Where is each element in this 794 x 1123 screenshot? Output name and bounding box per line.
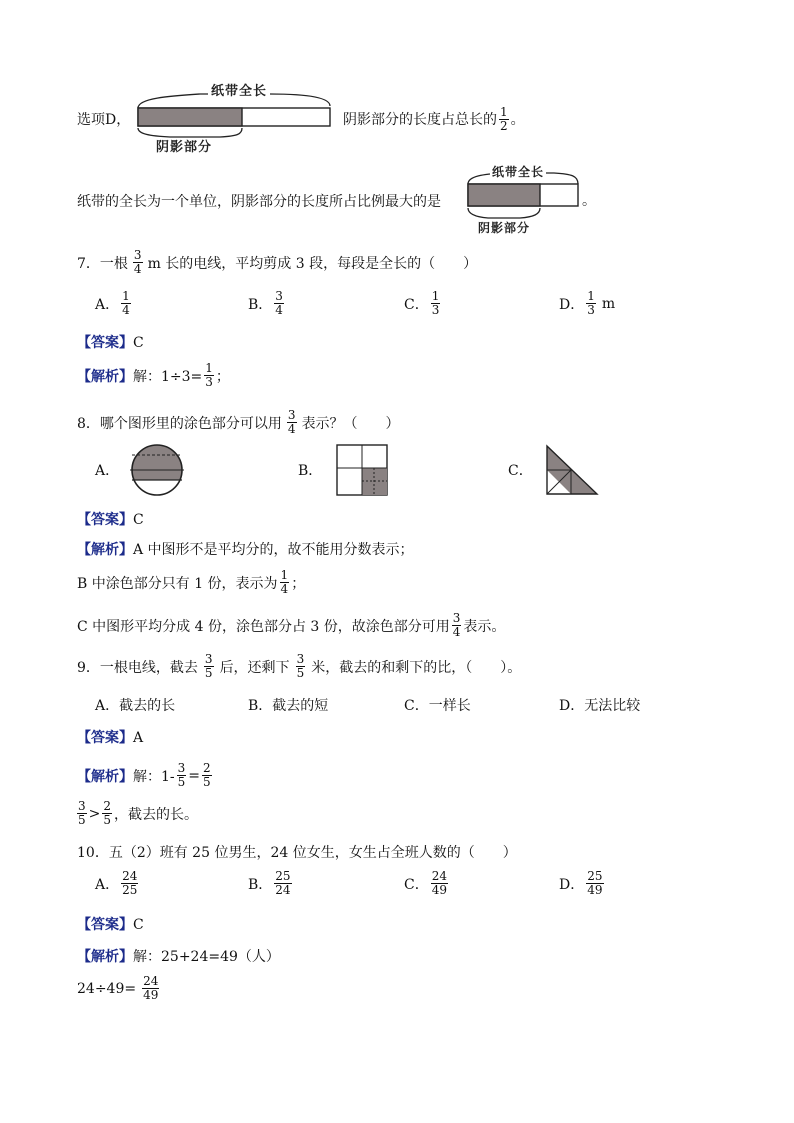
q9-text-a: 一根电线，截去 (99, 659, 198, 676)
q7-option-a-letter: A． (95, 296, 120, 313)
q10-stem (77, 842, 517, 862)
q9-compare-fraction-2: $\frac{2}{5}$ (103, 799, 112, 827)
q8-analysis-line2-fraction: $\frac{1}{4}$ (280, 568, 289, 596)
q10-option-c[interactable] (404, 870, 450, 897)
q7-analysis (77, 362, 230, 389)
conclusion-text: 纸带的全长为一个单位，阴影部分的长度所占比例最大的是 (77, 194, 441, 210)
strip2-top-label: 纸带全长 (492, 165, 545, 179)
q8-analysis-line2-text: B 中涂色部分只有 1 份，表示为 (77, 575, 278, 592)
q7-option-d-unit: m (601, 295, 616, 312)
q7-fraction: $\frac{3}{4}$ (133, 248, 142, 276)
q7-option-d-letter: D． (559, 296, 585, 313)
q7-option-b-fraction: $\frac{3}{4}$ (275, 289, 283, 317)
q7-analysis-fraction: $\frac{1}{3}$ (205, 361, 213, 389)
square-figure-icon (336, 444, 388, 496)
q10-option-b-letter: B． (248, 876, 273, 893)
fraction-one-half: $\frac{1}{2}$ (500, 104, 508, 133)
q7-option-c-letter: C． (404, 296, 429, 313)
answer-tag: 【答案】 (77, 335, 133, 351)
q10-option-a-fraction: $\frac{24}{25}$ (122, 869, 138, 897)
intro-option-d-line (77, 104, 130, 134)
q9-compare-fraction-1: $\frac{3}{5}$ (78, 799, 86, 827)
q7-text-b: m 长的电线，平均剪成 3 段，每段是全长的（ ） (147, 255, 478, 272)
q8-text-a: 哪个图形里的涂色部分可以用 (99, 415, 282, 432)
q9-analysis-fraction-1: $\frac{3}{5}$ (177, 761, 186, 789)
q8-option-b[interactable] (298, 444, 388, 496)
q7-option-b-letter: B． (248, 296, 273, 313)
q9-answer-value: A (133, 730, 144, 746)
q8-analysis-line2 (77, 569, 305, 596)
q10-number: 10． (77, 845, 109, 861)
q9-analysis-fraction-2: $\frac{2}{5}$ (203, 761, 211, 789)
q10-option-c-letter: C． (404, 876, 429, 893)
q9-option-b-text: B．截去的短 (248, 698, 329, 714)
q8-analysis-line3-end: 表示。 (463, 618, 506, 635)
q10-option-b[interactable] (248, 870, 294, 897)
q9-option-d-text: D．无法比较 (559, 698, 641, 714)
q8-analysis-line3-text: C 中图形平均分成 4 份，涂色部分占 3 份，故涂色部分可用 (77, 618, 450, 635)
q8-stem (77, 409, 400, 436)
q9-option-c[interactable] (404, 695, 471, 715)
q10-analysis-line2-text: 24÷49= (77, 980, 137, 997)
option-d-suffix-line (343, 104, 525, 134)
q9-compare-end: ，截去的长。 (114, 806, 199, 823)
q7-option-d[interactable] (559, 290, 615, 317)
triangle-figure-icon (545, 444, 601, 496)
analysis-tag: 【解析】 (77, 949, 133, 965)
paper-strip-figure-1 (130, 80, 340, 160)
paper-strip-figure-2 (464, 162, 586, 242)
q8-option-b-letter: B． (298, 463, 323, 479)
strip-top-label: 纸带全长 (208, 80, 270, 99)
q8-option-c-letter: C． (508, 463, 533, 479)
q7-option-c-fraction: $\frac{1}{3}$ (431, 289, 440, 317)
q9-compare (75, 800, 198, 827)
q7-analysis-end: ； (215, 368, 230, 385)
q8-fraction: $\frac{3}{4}$ (287, 408, 296, 436)
analysis-tag: 【解析】 (77, 368, 133, 385)
q8-analysis-line3-fraction: $\frac{3}{4}$ (452, 611, 461, 639)
q10-analysis-line1 (77, 946, 280, 966)
q8-analysis-line3 (77, 612, 505, 639)
q10-option-d-fraction: $\frac{25}{49}$ (587, 869, 603, 897)
strip-bottom-label: 阴影部分 (156, 140, 213, 155)
q7-option-a-fraction: $\frac{1}{4}$ (122, 289, 130, 317)
option-d-prefix: 选项D， (77, 112, 131, 128)
answer-tag: 【答案】 (77, 730, 133, 746)
q8-option-a[interactable] (95, 444, 185, 496)
q7-analysis-text: 解：1÷3= (133, 368, 203, 385)
q10-answer-value: C (133, 917, 144, 933)
q8-number: 8． (77, 415, 100, 432)
q7-option-c[interactable] (404, 290, 442, 317)
q9-number: 9． (77, 659, 100, 676)
q8-analysis-line2-end: ； (291, 575, 306, 592)
q9-text-b: 后，还剩下 (219, 659, 290, 676)
q8-analysis-line1 (77, 539, 414, 559)
q8-answer-value: C (133, 512, 144, 528)
q7-option-b[interactable] (248, 290, 286, 317)
q9-option-d[interactable] (559, 695, 640, 715)
q8-option-a-letter: A． (95, 463, 120, 479)
q7-text-a: 一根 (99, 255, 128, 272)
q9-fraction-1: $\frac{3}{5}$ (204, 652, 213, 680)
answer-tag: 【答案】 (77, 512, 133, 528)
q10-answer (77, 914, 144, 934)
q8-option-c[interactable] (508, 444, 601, 496)
intro-conclusion-line (77, 190, 441, 212)
q7-answer (77, 332, 144, 352)
q10-option-a-letter: A． (95, 876, 120, 893)
period: 。 (510, 112, 525, 128)
q9-option-a[interactable] (95, 695, 175, 715)
option-d-suffix: 阴影部分的长度占总长的 (343, 112, 497, 128)
q9-option-a-text: A．截去的长 (95, 698, 176, 714)
conclusion-end: 。 (582, 193, 596, 209)
q8-text-b: 表示？（ ） (301, 415, 400, 432)
q10-analysis-line2 (77, 975, 161, 1002)
analysis-tag: 【解析】 (77, 542, 133, 558)
circle-figure-icon (129, 444, 185, 496)
q8-answer (77, 509, 144, 529)
q9-stem (77, 653, 521, 680)
q9-option-c-text: C．一样长 (404, 698, 471, 714)
q9-text-c: 米，截去的和剩下的比，（ ）。 (311, 659, 522, 676)
q9-compare-op: > (88, 805, 101, 822)
q10-option-d[interactable] (559, 870, 606, 897)
q7-option-a[interactable] (95, 290, 133, 317)
q8-analysis-line1-text: A 中图形不是平均分的，故不能用分数表示； (133, 542, 414, 558)
q9-analysis (77, 762, 214, 789)
q9-analysis-eq: = (188, 767, 201, 784)
q7-number: 7． (77, 255, 100, 272)
q9-fraction-2: $\frac{3}{5}$ (296, 652, 305, 680)
q10-text: 五（2）班有 25 位男生，24 位女生，女生占全班人数的（ ） (108, 845, 517, 861)
q9-analysis-text: 解：1- (133, 768, 175, 785)
strip2-bottom-label: 阴影部分 (478, 221, 531, 235)
q9-answer (77, 727, 143, 747)
q10-analysis-line1-text: 解：25+24=49（人） (133, 949, 280, 965)
q10-option-a[interactable] (95, 870, 140, 897)
q9-option-b[interactable] (248, 695, 328, 715)
q10-analysis-line2-fraction: $\frac{24}{49}$ (143, 974, 159, 1002)
q7-answer-value: C (133, 335, 144, 351)
q10-option-d-letter: D． (559, 876, 585, 893)
q10-option-c-fraction: $\frac{24}{49}$ (431, 869, 447, 897)
analysis-tag: 【解析】 (77, 768, 133, 785)
q10-option-b-fraction: $\frac{25}{24}$ (275, 869, 291, 897)
q7-stem (77, 249, 477, 276)
answer-tag: 【答案】 (77, 917, 133, 933)
q7-option-d-fraction: $\frac{1}{3}$ (587, 289, 595, 317)
